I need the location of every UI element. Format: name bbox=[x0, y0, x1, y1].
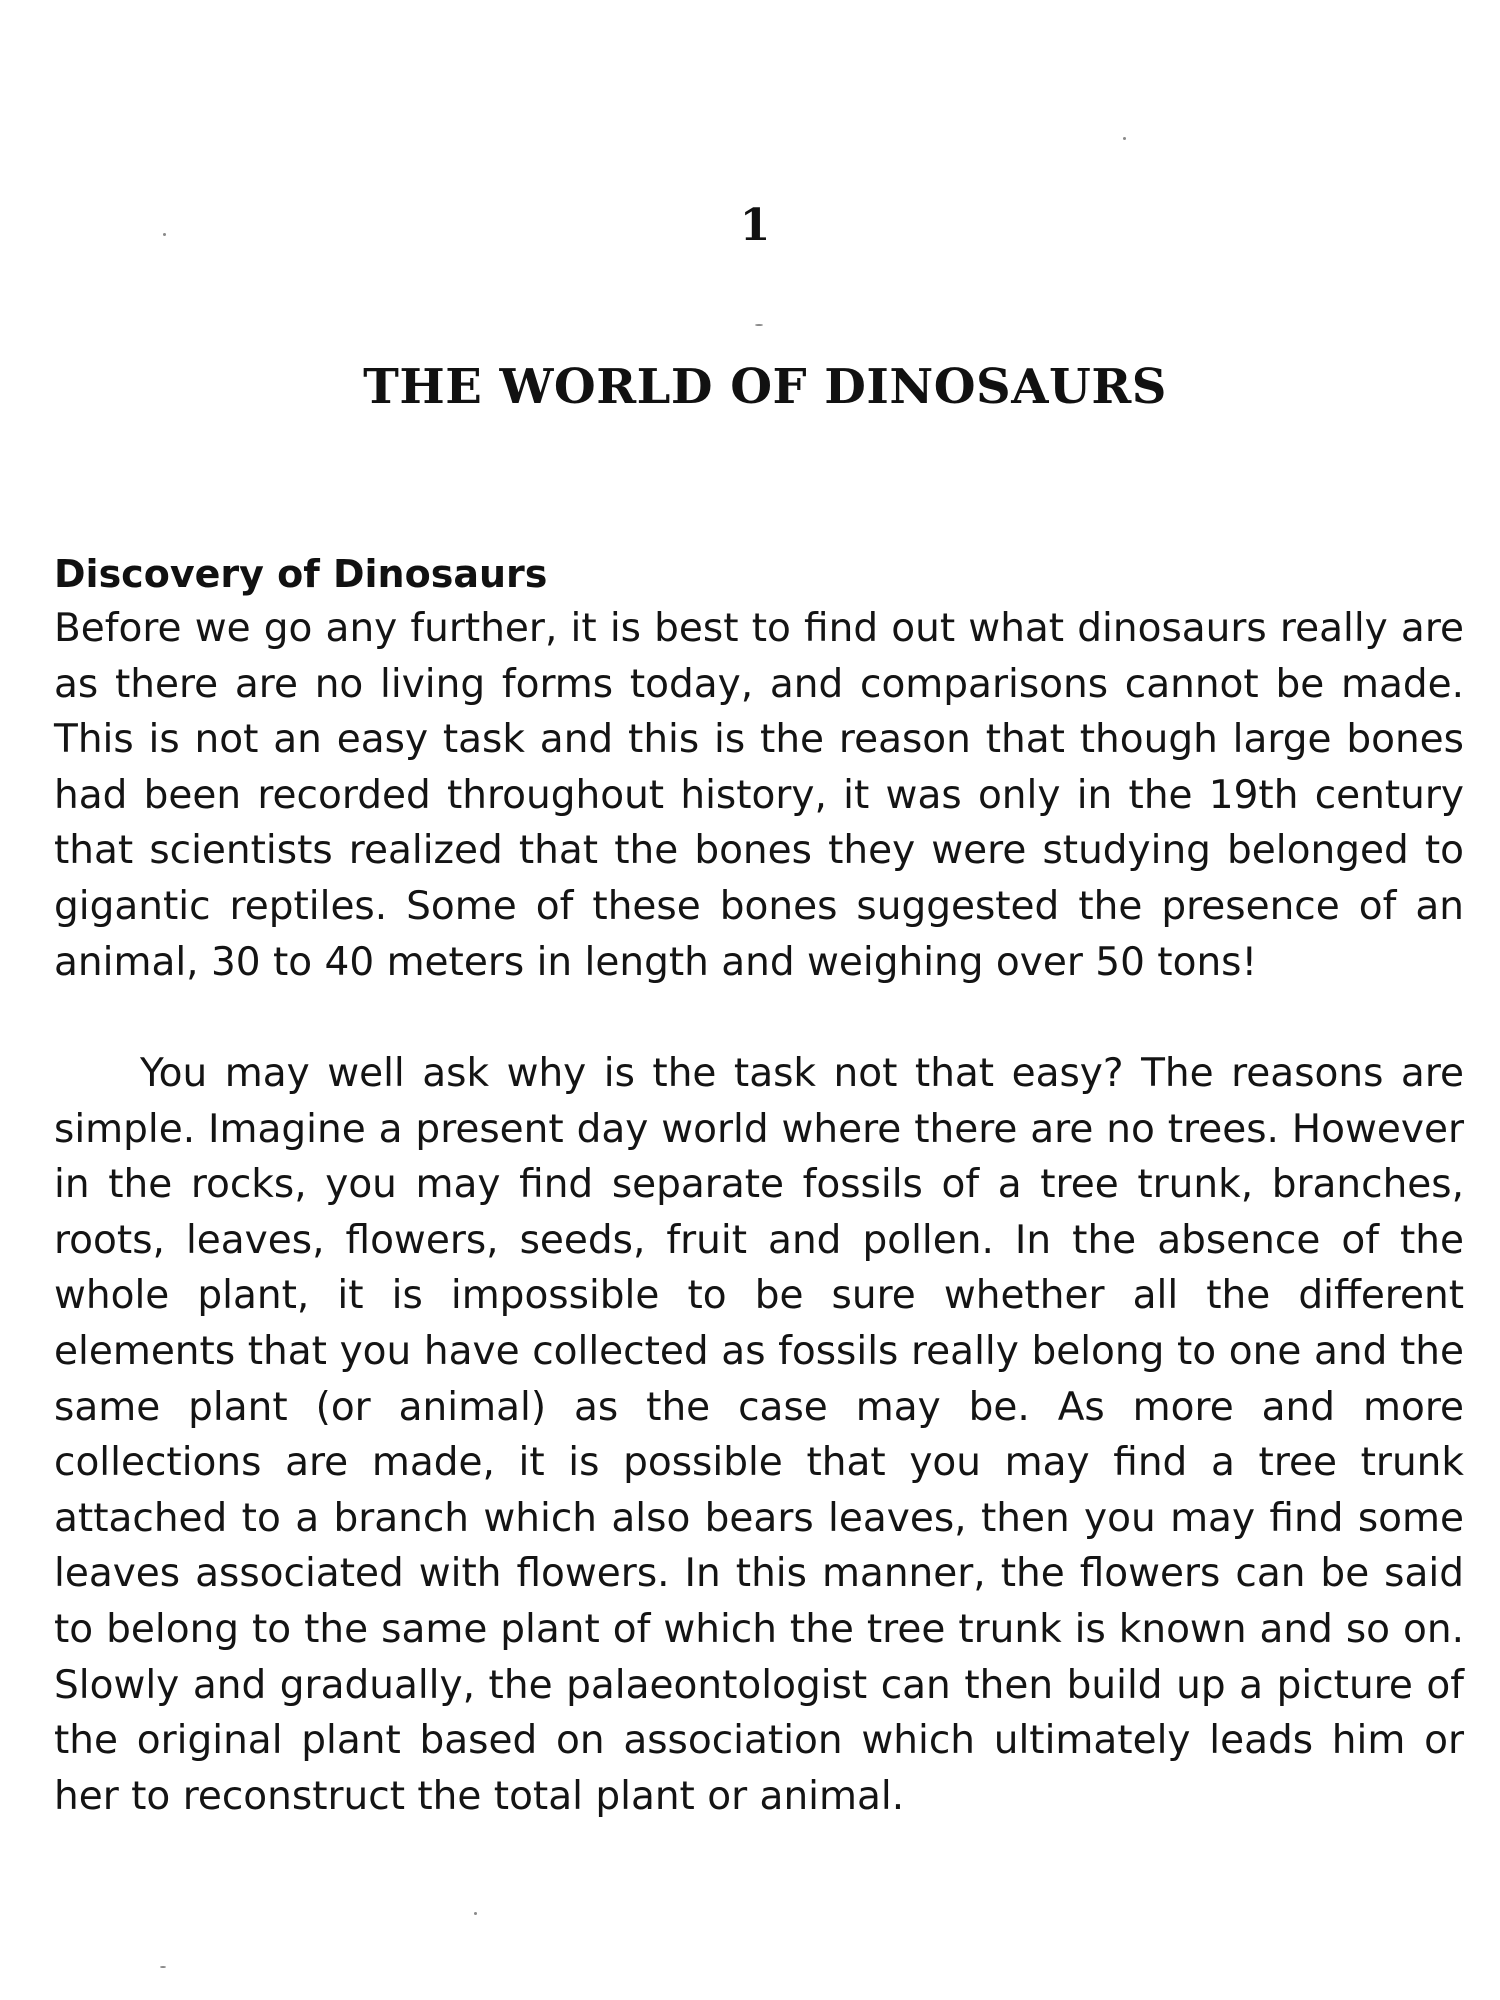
paragraph-2: You may well ask why is the task not that easy? The reasons are simple. Imagine a present day world where there are no trees. However in the rocks, you may find separate fossils of a tree trunk, branches, roots, leaves, flowers, seeds, fruit and pollen. In the absence of the whole plant, it is impossible to be sure whether all the different elements that you have collected as fossils really belong to one and the same plant (or animal) as the case may be. As more and more collections are made, it is possible that you may find a tree trunk attached to a branch which also bears leaves, then you may find some leaves associated with flowers. In this manner, the flowers can be said to belong to the same plant of which the tree trunk is known and so on. Slowly and gradually, the palaeontologist can then build up a picture of the original plant based on association which ultimately leads him or her to reconstruct the total plant or animal. bbox=[54, 1051, 1464, 1819]
scan-speck bbox=[755, 324, 763, 326]
chapter-number: 1 bbox=[739, 200, 771, 251]
scan-speck bbox=[1123, 137, 1126, 140]
paragraph-1: Before we go any further, it is best to find out what dinosaurs really are as there are no living forms today, and comparisons cannot be made. This is not an easy task and this is the reason that though large bones had been recorded throughout history, it was only in the 19th century that scientists realized that the bones they were studying belonged to gigantic reptiles. Some of these bones suggested the presence of an animal, 30 to 40 meters in length and weighing over 50 tons! bbox=[54, 606, 1464, 985]
chapter-title: THE WORLD OF DINOSAURS bbox=[363, 359, 1167, 415]
scan-speck bbox=[163, 233, 166, 236]
section-heading: Discovery of Dinosaurs bbox=[54, 552, 548, 596]
scan-speck bbox=[474, 1912, 477, 1915]
scan-speck bbox=[160, 1966, 166, 1968]
